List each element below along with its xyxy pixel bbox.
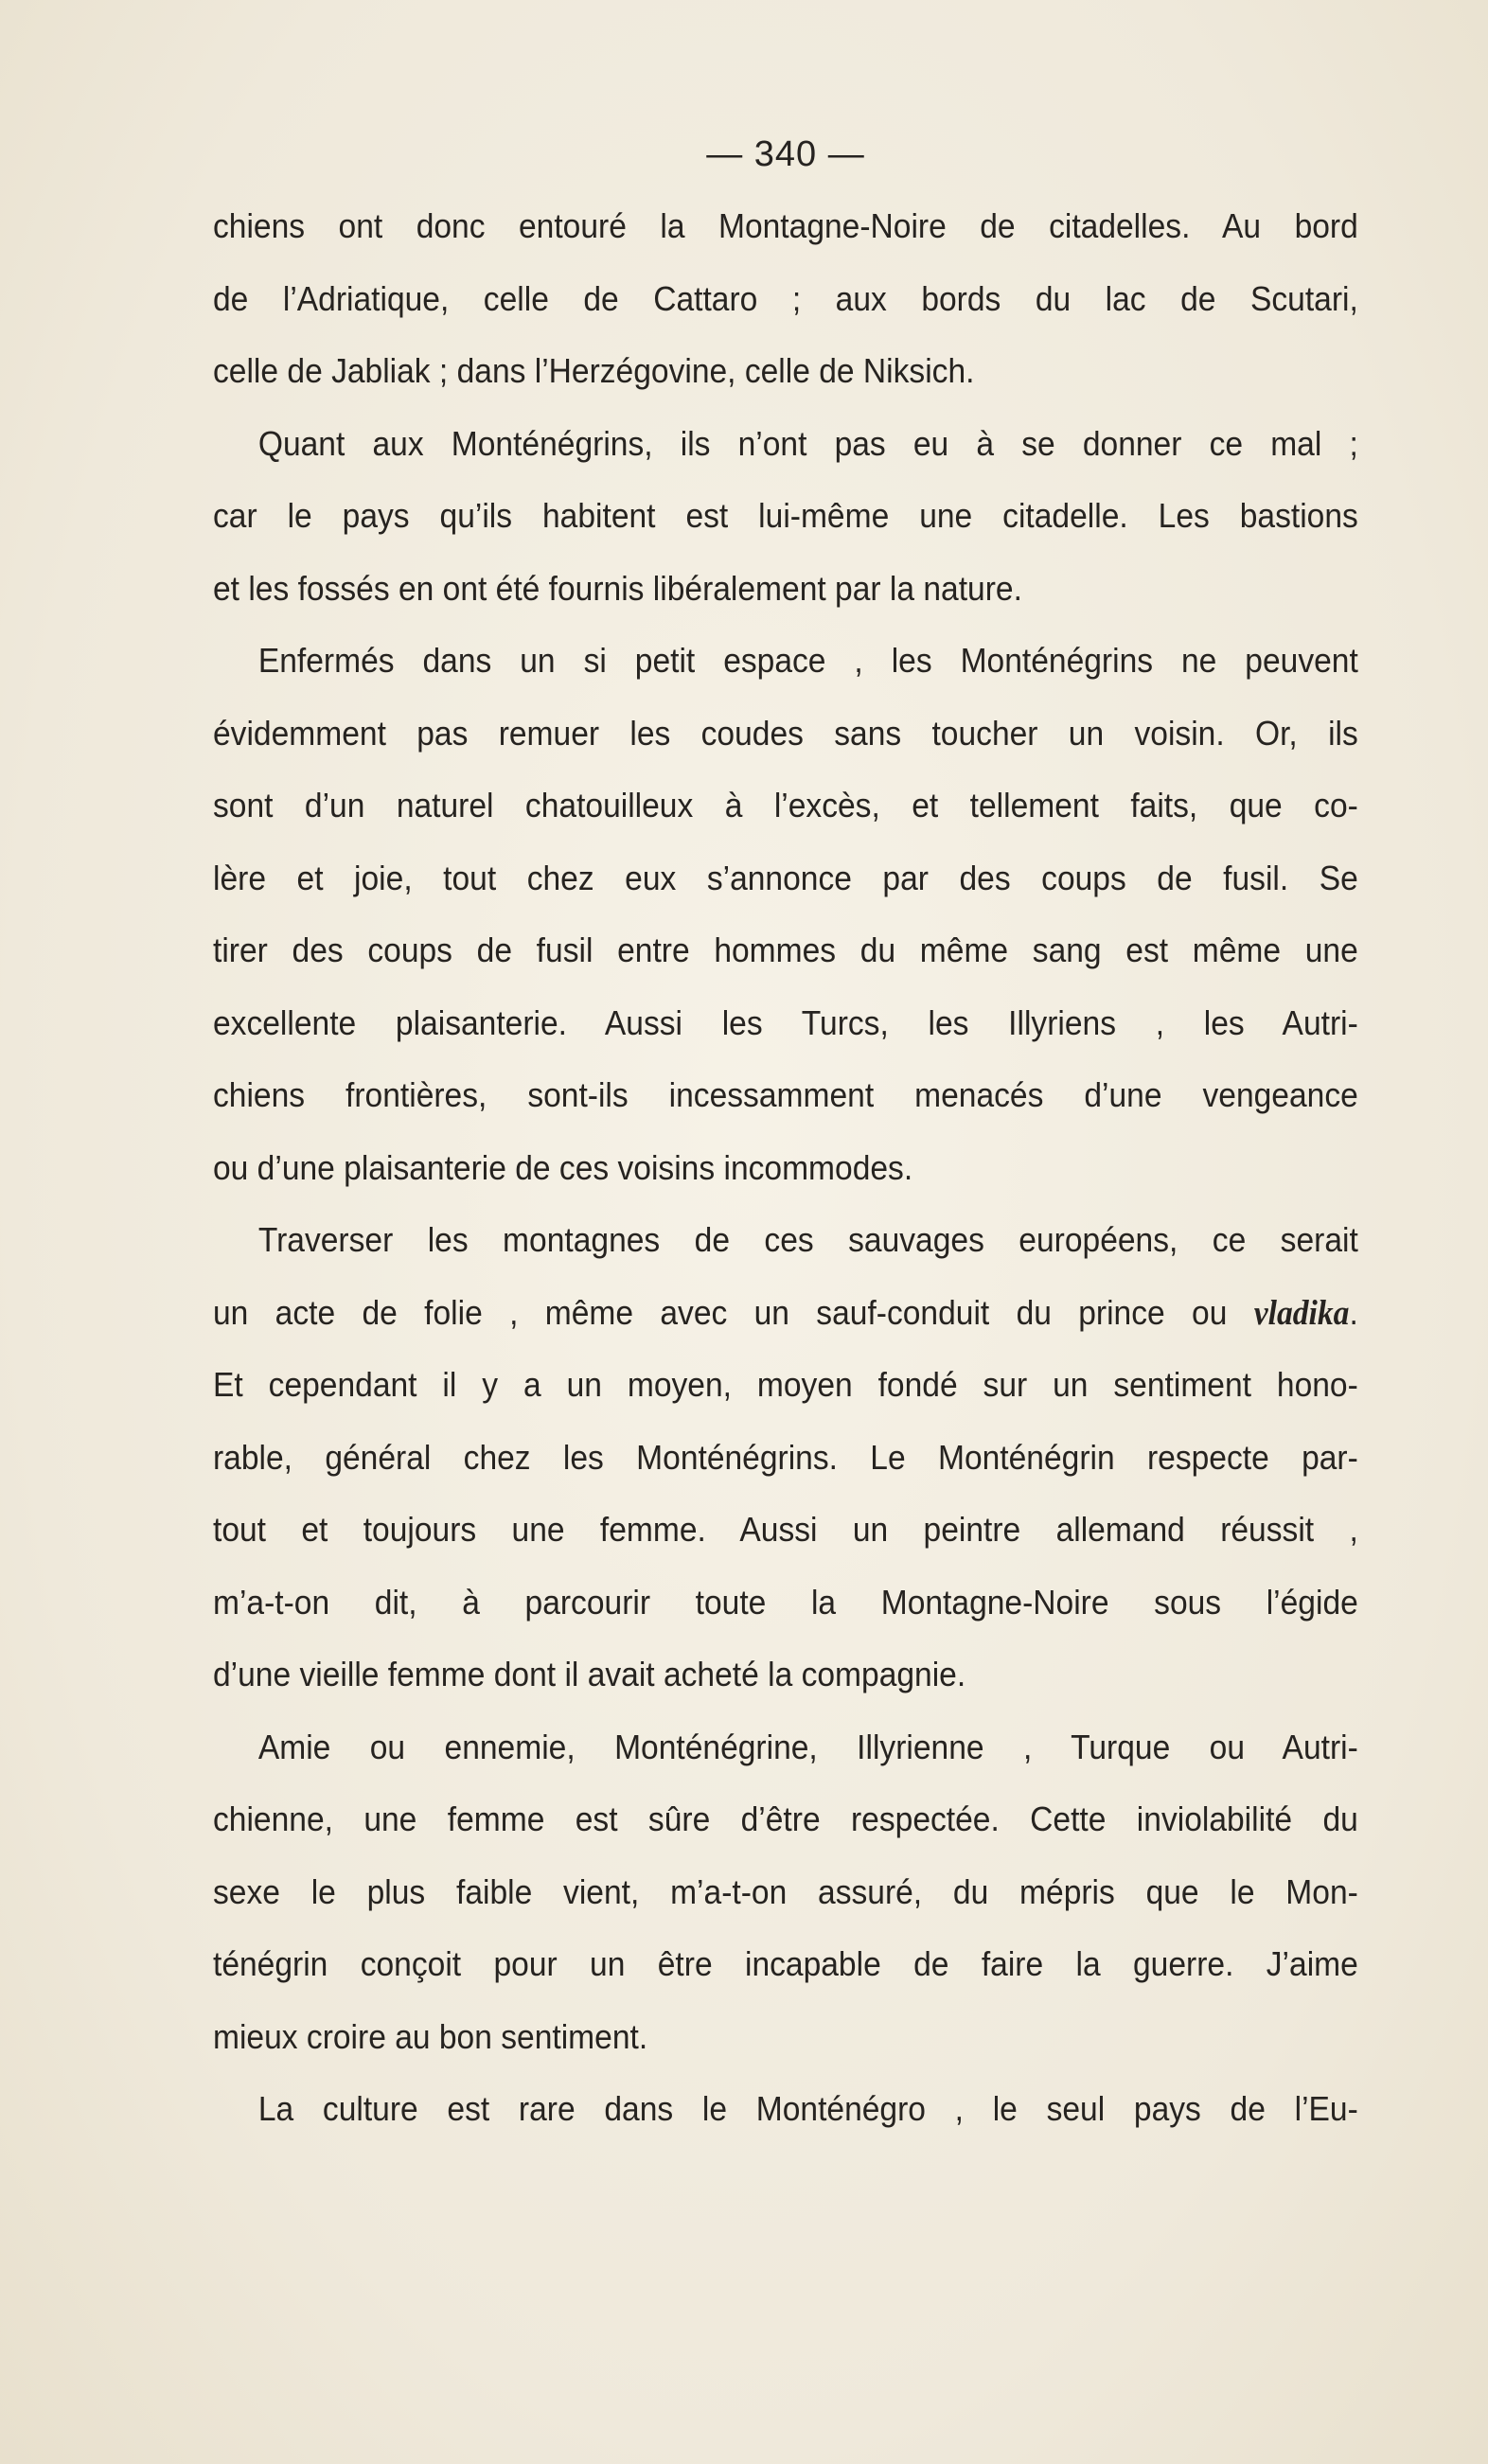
text-line: m’a-t-on dit, à parcourir toute la Montagne-Noire sous l’égide — [213, 1582, 1358, 1622]
text-line: ou d’une plaisanterie de ces voisins incommodes. — [213, 1147, 913, 1187]
text-line: d’une vieille femme dont il avait acheté la compagnie. — [213, 1655, 966, 1693]
text-fragment: . — [1349, 1292, 1358, 1332]
text-line: chiens ont donc entouré la Montagne-Noire de citadelles. Au bord — [213, 206, 1358, 245]
text-line: excellente plaisanterie. Aussi les Turcs, les Illyriens , les Autri- — [213, 1002, 1358, 1042]
text-line: tirer des coups de fusil entre hommes du même sang est même une — [213, 931, 1358, 969]
text-line: celle de Jabliak ; dans l’Herzégovine, celle de Niksich. — [213, 351, 975, 390]
paragraph-3 — [213, 625, 1358, 1204]
text-line-with-italic — [213, 1277, 1358, 1350]
text-line: Amie ou ennemie, Monténégrine, Illyrienne , Turque ou Autri- — [257, 1727, 1358, 1766]
text-line: et les fossés en ont été fournis libéralement par la nature. — [213, 568, 1022, 608]
text-line: Enfermés dans un si petit espace , les Monténégrins ne peuvent — [257, 641, 1358, 680]
paragraph-6 — [213, 2073, 1358, 2146]
paragraph-2 — [213, 408, 1358, 626]
text-line: car le pays qu’ils habitent est lui-même une citadelle. Les bastions — [213, 496, 1358, 535]
paragraph-4 — [213, 1204, 1358, 1711]
text-line: Quant aux Monténégrins, ils n’ont pas eu à se donner ce mal ; — [257, 423, 1358, 463]
text-line: mieux croire au bon sentiment. — [213, 2016, 648, 2056]
text-line: Et cependant il y a un moyen, moyen fondé sur un sentiment hono- — [213, 1365, 1358, 1404]
text-line: chiens frontières, sont-ils incessamment menacés d’une vengeance — [213, 1075, 1358, 1114]
book-page — [213, 128, 1358, 2146]
text-line: tout et toujours une femme. Aussi un peintre allemand réussit , — [213, 1510, 1358, 1549]
page-number: — 340 — — [706, 134, 865, 174]
text-line: lère et joie, tout chez eux s’annonce par des coups de fusil. Se — [213, 858, 1358, 897]
text-line: sont d’un naturel chatouilleux à l’excès, et tellement faits, que co- — [213, 786, 1358, 824]
text-line: La culture est rare dans le Monténégro , le seul pays de l’Eu- — [257, 2089, 1358, 2128]
text-line: de l’Adriatique, celle de Cattaro ; aux bords du lac de Scutari, — [213, 278, 1358, 318]
paragraph-1 — [213, 190, 1358, 408]
paragraph-5 — [213, 1711, 1358, 2074]
text-line: sexe le plus faible vient, m’a-t-on assuré, du mépris que le Mon- — [213, 1871, 1358, 1911]
text-line: ténégrin conçoit pour un être incapable de faire la guerre. J’aime — [213, 1944, 1358, 1983]
text-fragment: un acte de folie , même avec un sauf-conduit du prince ou — [213, 1292, 1228, 1332]
text-line: évidemment pas remuer les coudes sans toucher un voisin. Or, ils — [213, 713, 1358, 753]
text-line: chienne, une femme est sûre d’être respectée. Cette inviolabilité du — [213, 1799, 1358, 1838]
text-line: rable, général chez les Monténégrins. Le Monténégrin respecte par- — [213, 1437, 1358, 1477]
text-line: Traverser les montagnes de ces sauvages européens, ce serait — [257, 1220, 1358, 1259]
italic-term: vladika — [1253, 1292, 1350, 1332]
